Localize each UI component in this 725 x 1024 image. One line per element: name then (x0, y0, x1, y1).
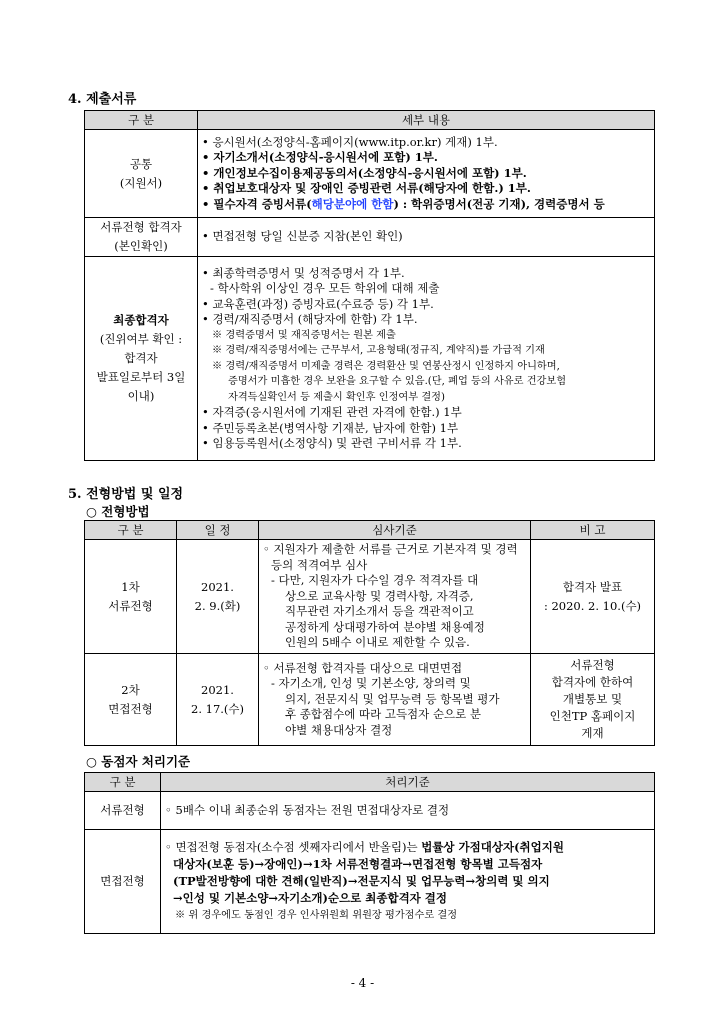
stage-1: 1차 서류전형 (85, 540, 177, 654)
note-2: 서류전형 합격자에 한하여 개별통보 및 인천TP 홈페이지 게재 (531, 654, 655, 746)
criteria-1: ◦ 지원자가 제출한 서류를 근거로 기본자격 및 경력 등의 적격여부 심사 - 다만, 지원자가 다수일 경우 적격자를 대 상으로 교육사항 및 경력사항, 자격증, 직무관련 자기소개서 등을 객관적이고 공정하게 상대평가하여 분야별 채용예정 인원의 5배수 이내로 제한할 수 있음. (259, 540, 531, 654)
section4-title: 4. 제출서류 (68, 92, 137, 107)
list-item: • 자기소개서(소정양식-응시원서에 포함) 1부. (202, 150, 438, 165)
row-common-details (198, 130, 655, 218)
tiebreak-table (84, 772, 655, 934)
date-2: 2021. 2. 17.(수) (177, 654, 259, 746)
tie-interview-text: ◦ 면접전형 동점자(소수점 셋째자리에서 반올림)는 법률상 가점대상자(취업지원 대상자(보훈 등)→장애인)→1차 서류전형결과→면접전형 항목별 고득점자 (TP발전방향에 대한 견해(일반직)→전문지식 및 업무능력→창의력 및 의지 →인성 및 기본소양→자기소개)순으로 최종합격자 결정 ※ 위 경우에도 동점인 경우 인사위원회 위원장 평가점수로 결정 (161, 830, 655, 934)
tie-interview-label: 면접전형 (85, 830, 161, 934)
tie-doc-label: 서류전형 (85, 792, 161, 830)
header-tie-category: 구 분 (85, 773, 161, 792)
header-details: 세부 내용 (198, 111, 655, 130)
criteria-2: ◦ 서류전형 합격자를 대상으로 대면면접 - 자기소개, 인성 및 기본소양, 창의력 및 의지, 전문지식 및 업무능력 등 항목별 평가 후 종합점수에 따라 고득점자 순으로 분 야별 채용대상자 결정 (259, 654, 531, 746)
row-docpass-details: • 면접전형 당일 신분증 지참(본인 확인) (198, 218, 655, 257)
tie-doc-text: ◦ 5배수 이내 최종순위 동점자는 전원 면접대상자로 결정 (161, 792, 655, 830)
stage-2: 2차 면접전형 (85, 654, 177, 746)
row-docpass-label: 서류전형 합격자 (본인확인) (85, 218, 198, 257)
page-number: - 4 - (350, 976, 375, 990)
note-1: 합격자 발표 : 2020. 2. 10.(수) (531, 540, 655, 654)
subsection-tiebreak: ○ 동점자 처리기준 (86, 754, 191, 769)
subsection-method: ○ 전형방법 (86, 504, 150, 519)
header-criteria: 심사기준 (259, 521, 531, 540)
list-item: • 개인정보수집이용제공동의서(소정양식-응시원서에 포함) 1부. (202, 165, 527, 180)
row-final-details: • 최종학력증명서 및 성적증명서 각 1부. - 학사학위 이상인 경우 모든 학위에 대해 제출 • 교육훈련(과정) 증빙자료(수료증 등) 각 1부. • 경력/재직증명서 (해당자에 한함) 각 1부. ※ 경력증명서 및 재직증명서는 원본 제출 ※ 경력/재직증명서에는 근무부서, 고용형태(정규직, 계약직)를 가급적 기재 ※ 경력/재직증명서 미제출 경력은 경력환산 및 연봉산정시 인정하지 아니하며, 증명서가 미흡한 경우 보완을 요구할 수 있음.(단, 폐업 등의 사유로 건강보험 자격득실확인서 등 제출시 확인후 인정여부 결정) • 자격증(응시원서에 기재된 관련 자격에 한함.) 1부 • 주민등록초본(병역사항 기재분, 남자에 한함) 1부 • 임용등록원서(소정양식) 및 관련 구비서류 각 1부. (198, 257, 655, 461)
header-tie-criteria: 처리기준 (161, 773, 655, 792)
header-note: 비 고 (531, 521, 655, 540)
row-common-label: 공통 (지원서) (85, 130, 198, 218)
schedule-table (84, 520, 655, 746)
list-item: • 필수자격 증빙서류(해당분야에 한함) : 학위증명서(전공 기재), 경력증명서 등 (202, 196, 605, 211)
date-1: 2021. 2. 9.(화) (177, 540, 259, 654)
header-date: 일 정 (177, 521, 259, 540)
header-category: 구 분 (85, 111, 198, 130)
documents-table (84, 110, 655, 461)
list-item: • 응시원서(소정양식-홈페이지(www.itp.or.kr) 게재) 1부. (202, 134, 498, 149)
row-final-label: 최종합격자 (진위여부 확인 : 합격자 발표일로부터 3일 이내) (85, 257, 198, 461)
header-stage: 구 분 (85, 521, 177, 540)
section5-title: 5. 전형방법 및 일정 (68, 487, 184, 502)
list-item: • 취업보호대상자 및 장애인 증빙관련 서류(해당자에 한함.) 1부. (202, 181, 531, 196)
